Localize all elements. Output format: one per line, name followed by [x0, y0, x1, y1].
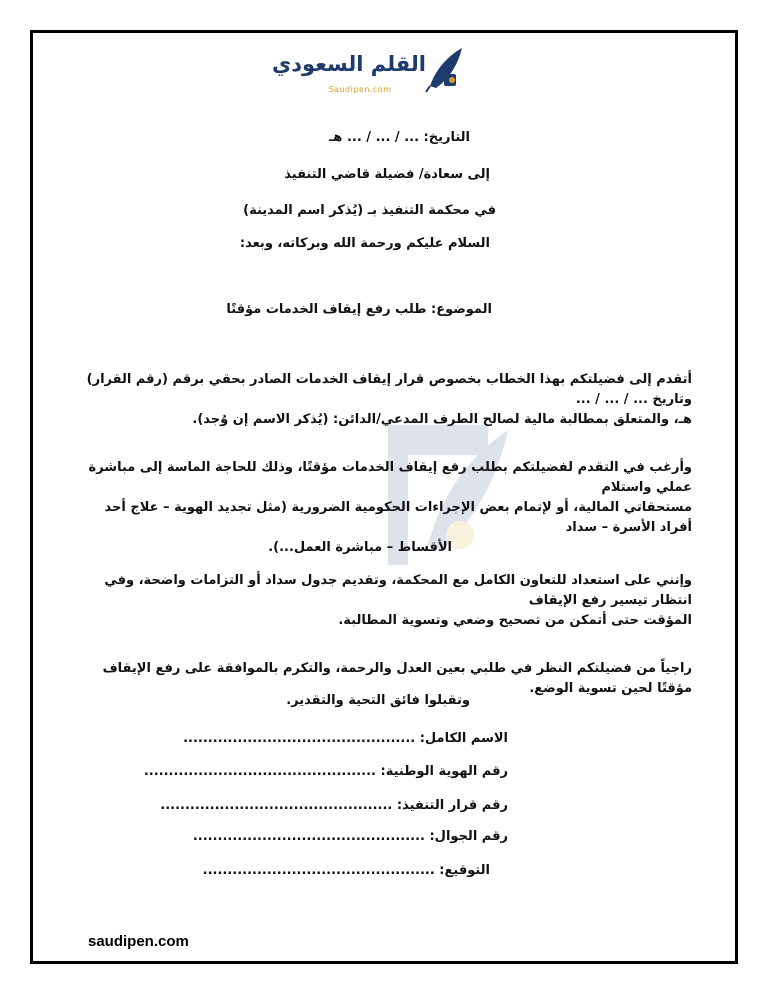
date-line: التاريخ: ... / ... / ... هـ [328, 130, 470, 145]
subject-line: الموضوع: طلب رفع إيقاف الخدمات مؤقتًا [226, 302, 492, 317]
paragraph-2 [86, 458, 692, 558]
paragraph-line: أتقدم إلى فضيلتكم بهذا الخطاب بخصوص قرار إيقاف الخدمات الصادر بحقي برقم (رقم القرار) وتاريخ ... / ... / ... [86, 372, 692, 407]
mobile-field: رقم الجوال: ............................................... [192, 829, 508, 844]
addressee-line: إلى سعادة/ فضيلة قاضي التنفيذ [284, 167, 490, 182]
feather-pen-icon [422, 44, 466, 94]
closing-line: وتقبلوا فائق التحية والتقدير. [286, 693, 470, 708]
paragraph-4: راجياً من فضيلتكم النظر في طلبي بعين العدل والرحمة، والتكرم بالموافقة على رفع الإيقاف مؤقتًا لحين تسوية الوضع. [102, 661, 692, 696]
footer-website[interactable]: saudipen.com [88, 933, 189, 950]
logo-subtitle: Saudipen.com [328, 85, 392, 94]
decision-number-field: رقم قرار التنفيذ: ............................................... [160, 798, 508, 813]
national-id-field: رقم الهوية الوطنية: ............................................... [143, 764, 508, 779]
brand-logo [271, 44, 470, 106]
paragraph-3 [86, 571, 692, 631]
signature-field: التوقيع: ............................................... [202, 863, 490, 878]
paragraph-line: المؤقت حتى أتمكن من تصحيح وضعي وتسوية المطالبة. [338, 613, 692, 628]
greeting-line: السلام عليكم ورحمة الله وبركاته، وبعد: [239, 236, 490, 251]
paragraph-line: الأقساط – مباشرة العمل...). [268, 540, 452, 555]
logo-title: القلم السعودي [271, 52, 426, 76]
paragraph-1 [86, 370, 692, 430]
full-name-field: الاسم الكامل: ............................................... [183, 731, 508, 746]
paragraph-line: مستحقاتي المالية، أو لإتمام بعض الإجراءات الحكومية الضرورية (مثل تجديد الهوية – علاج أحد أفراد الأسرة – سداد [104, 500, 692, 535]
court-line: في محكمة التنفيذ بـ (يُذكر اسم المدينة) [243, 203, 496, 218]
paragraph-line: وأرغب في التقدم لفضيلتكم بطلب رفع إيقاف الخدمات مؤقتًا، وذلك للحاجة الماسة إلى مباشرة عملي واستلام [88, 460, 692, 495]
paragraph-line: وإنني على استعداد للتعاون الكامل مع المحكمة، وتقديم جدول سداد أو التزامات واضحة، وفي انتظار تيسير رفع الإيقاف [104, 573, 692, 608]
paragraph-line: هـ، والمتعلق بمطالبة مالية لصالح الطرف المدعي/الدائن: (يُذكر الاسم إن وُجد). [192, 412, 692, 427]
